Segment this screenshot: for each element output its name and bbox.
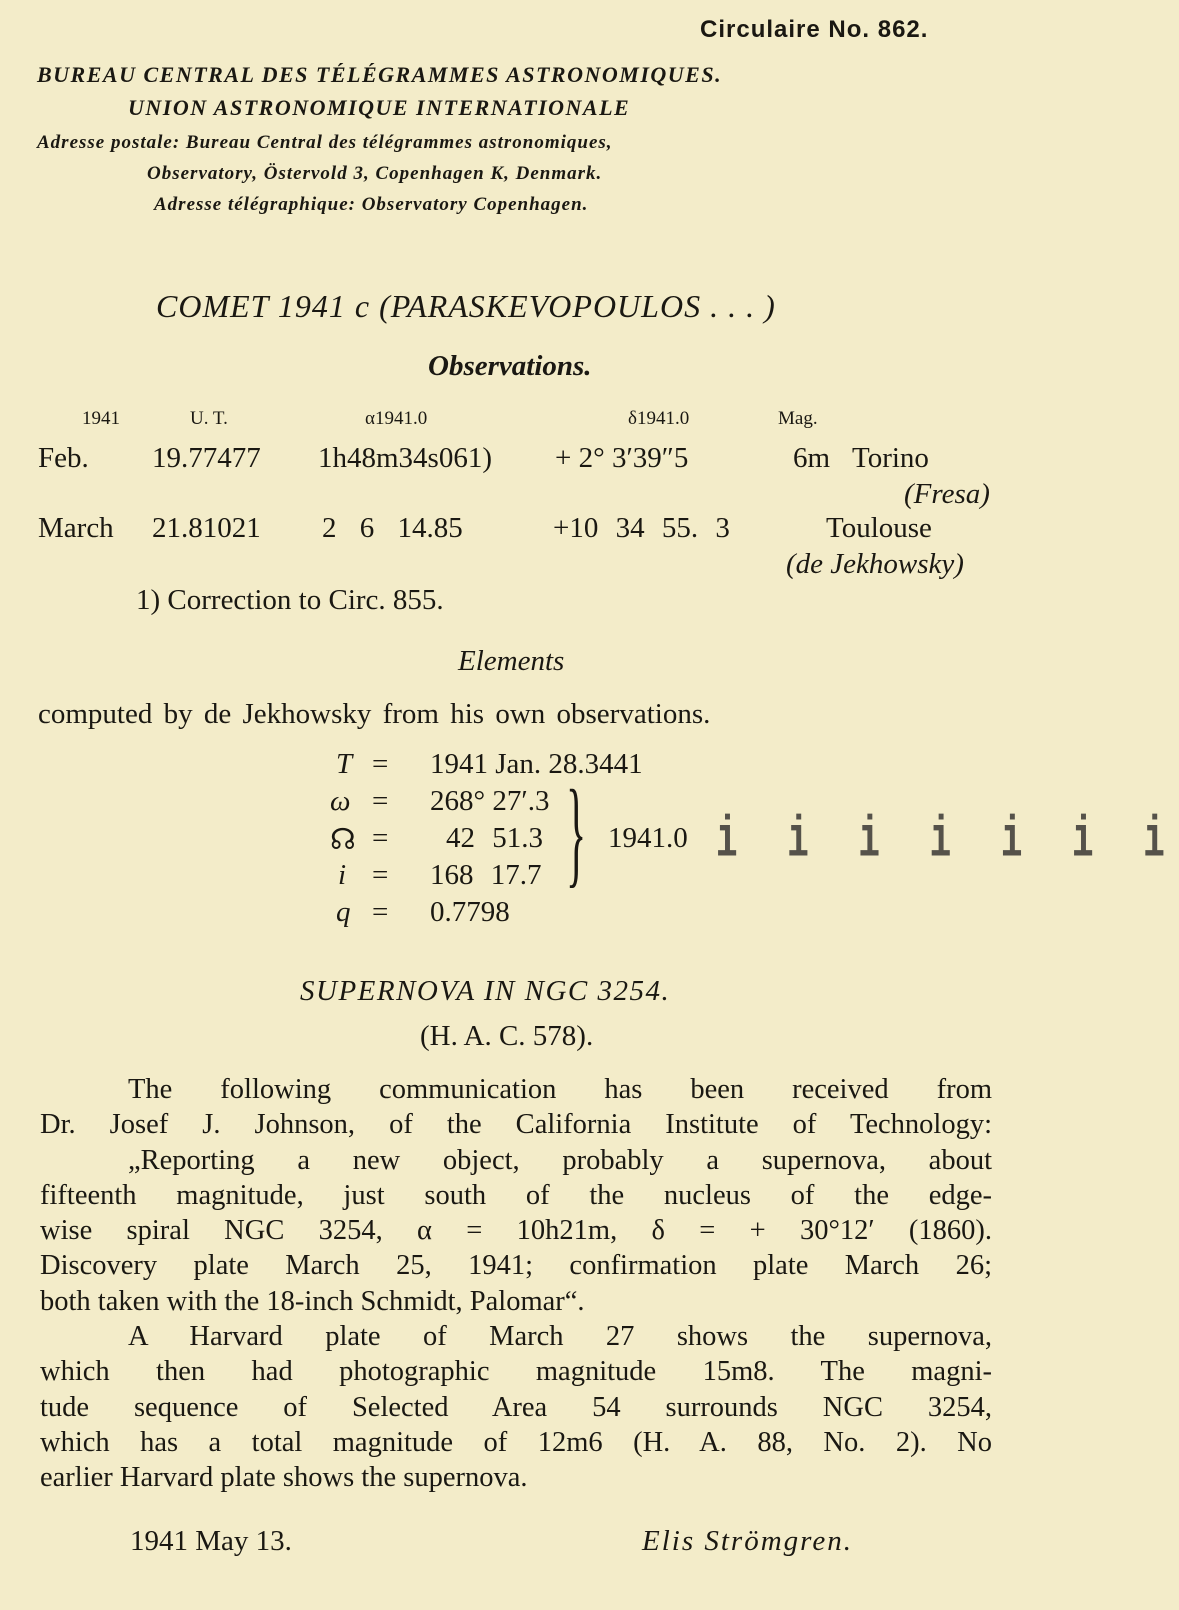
element-symbol-q: q (336, 896, 351, 928)
body-line: tude sequence of Selected Area 54 surrounds NGC 3254, (40, 1391, 992, 1423)
comet-title: COMET 1941 c (PARASKEVOPOULOS . . . ) (156, 288, 776, 324)
body-line: Discovery plate March 25, 1941; confirmation plate March 26; (40, 1250, 992, 1282)
footnote: 1) Correction to Circ. 855. (136, 584, 444, 616)
row2-station: Toulouse (826, 512, 932, 544)
date: 1941 May 13. (130, 1525, 292, 1557)
row1-ut: 19.77477 (152, 442, 261, 474)
body-line: fifteenth magnitude, just south of the nucleus of the edge- (40, 1179, 992, 1211)
elements-brace: } (566, 765, 587, 898)
element-value-q: 0.7798 (430, 896, 510, 928)
bureau-title: BUREAU CENTRAL DES TÉLÉGRAMMES ASTRONOMIQUES. (37, 62, 723, 87)
row1-mag: 6m (793, 442, 831, 474)
element-value-i: 168 17.7 (430, 859, 542, 891)
element-eq: = (372, 896, 389, 928)
row2-observer: (de Jekhowsky) (786, 548, 964, 580)
row2-month: March (38, 512, 114, 544)
element-symbol-t: T (336, 748, 353, 780)
row1-station: Torino (852, 442, 929, 474)
supernova-title: SUPERNOVA IN NGC 3254. (300, 975, 671, 1007)
union-title: UNION ASTRONOMIQUE INTERNATIONALE (128, 95, 631, 120)
col-mag: Mag. (778, 408, 818, 429)
observations-heading: Observations. (428, 350, 592, 382)
col-year: 1941 (82, 408, 120, 429)
element-eq: = (372, 859, 389, 891)
element-symbol-node: ☊ (330, 824, 356, 856)
elements-heading: Elements (458, 645, 565, 677)
body-line: Dr. Josef J. Johnson, of the California Institute of Technology: (40, 1109, 992, 1141)
equinox: 1941.0 (608, 822, 688, 854)
body-line: The following communication has been received from (128, 1074, 992, 1105)
row2-alpha: 2 6 14.85 (322, 512, 463, 544)
body-line: which then had photographic magnitude 15m8. The magni- (40, 1356, 992, 1388)
element-symbol-i: i (338, 859, 347, 891)
postal-address-line-2: Observatory, Östervold 3, Copenhagen K, Denmark. (147, 163, 603, 184)
elements-intro: computed by de Jekhowsky from his own observations. (38, 698, 711, 730)
row1-alpha: 1h48m34s061) (318, 442, 492, 474)
body-line: „Reporting a new object, probably a supernova, about (128, 1144, 992, 1176)
body-line: earlier Harvard plate shows the supernova. (40, 1462, 528, 1494)
col-alpha: α1941.0 (365, 408, 428, 429)
row1-month: Feb. (38, 442, 89, 474)
col-delta: δ1941.0 (628, 408, 690, 429)
element-eq: = (372, 785, 389, 817)
row1-delta: + 2° 3′39″5 (555, 442, 689, 474)
supernova-body (40, 1072, 1012, 1496)
element-value-t: 1941 Jan. 28.3441 (430, 748, 643, 780)
row1-observer: (Fresa) (904, 478, 990, 510)
element-value-omega: 268° 27′.3 (430, 785, 550, 817)
col-ut: U. T. (190, 408, 228, 429)
row2-delta: +10 34 55. 3 (553, 512, 730, 544)
body-line: which has a total magnitude of 12m6 (H. A. 88, No. 2). No (40, 1426, 992, 1458)
body-line: A Harvard plate of March 27 shows the supernova, (128, 1321, 992, 1353)
element-eq: = (372, 748, 389, 780)
element-symbol-omega: ω (330, 785, 351, 817)
row2-ut: 21.81021 (152, 512, 261, 544)
body-line: both taken with the 18-inch Schmidt, Palomar“. (40, 1285, 585, 1317)
supernova-subtitle: (H. A. C. 578). (420, 1020, 594, 1052)
body-line: wise spiral NGC 3254, α = 10h21m, δ = + 30°12′ (1860). (40, 1215, 992, 1247)
element-value-node: 42 51.3 (446, 822, 543, 854)
postal-address-line-1: Adresse postale: Bureau Central des télégrammes astronomiques, (37, 132, 613, 153)
element-eq: = (372, 822, 389, 854)
signature: Elis Strömgren. (642, 1525, 853, 1557)
circular-number: Circulaire No. 862. (700, 16, 929, 43)
telegraphic-address: Adresse télégraphique: Observatory Copenhagen. (154, 194, 589, 215)
ink-stamp-mark: i i i i i i i (716, 807, 1179, 874)
